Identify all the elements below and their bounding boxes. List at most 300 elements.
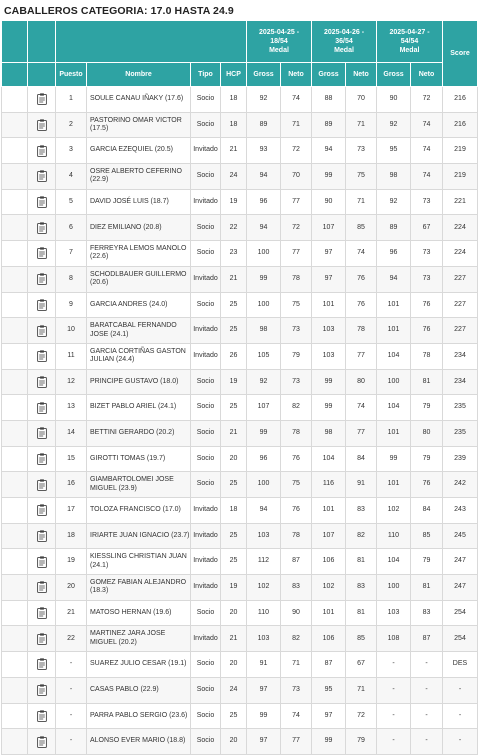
cell-tipo: Socio: [191, 420, 221, 446]
cell-r3-neto: -: [411, 677, 443, 703]
cell-hcp: 20: [221, 729, 247, 755]
cell-hcp: 25: [221, 395, 247, 421]
header-round-2: [312, 21, 377, 63]
cell-hcp: 25: [221, 292, 247, 318]
cell-r2-neto: 76: [346, 292, 377, 318]
cell-r3-neto: 83: [411, 600, 443, 626]
cell-r3-gross: 101: [377, 318, 411, 344]
round-2-holes: 36/54: [335, 38, 353, 45]
round-1-format: Medal: [269, 47, 289, 54]
cell-scorecard[interactable]: [28, 215, 56, 241]
cell-score: 235: [443, 395, 478, 421]
cell-tipo: Invitado: [191, 549, 221, 575]
table-row: [2, 446, 478, 472]
header-r3-neto: Neto: [411, 63, 443, 87]
cell-tipo: Invitado: [191, 575, 221, 601]
cell-tipo: Invitado: [191, 138, 221, 164]
cell-nombre: SCHODLBAUER GUILLERMO (20.6): [87, 266, 191, 292]
scorecard-clipboard-icon[interactable]: [37, 610, 47, 617]
cell-blank: [2, 575, 28, 601]
cell-r2-gross: 106: [312, 626, 346, 652]
scorecard-clipboard-icon[interactable]: [37, 507, 47, 514]
cell-scorecard[interactable]: [28, 446, 56, 472]
cell-nombre: IRIARTE JUAN IGNACIO (23.7): [87, 523, 191, 549]
cell-r1-gross: 112: [247, 549, 281, 575]
header-blank-1: [2, 21, 28, 63]
cell-puesto: 19: [56, 549, 87, 575]
cell-r2-gross: 106: [312, 549, 346, 575]
header-r2-neto: Neto: [346, 63, 377, 87]
cell-r3-gross: 89: [377, 215, 411, 241]
cell-scorecard[interactable]: [28, 395, 56, 421]
table-row: [2, 292, 478, 318]
cell-score: DES: [443, 652, 478, 678]
cell-r2-neto: 70: [346, 87, 377, 113]
scorecard-clipboard-icon[interactable]: [37, 687, 47, 694]
cell-r1-neto: 73: [281, 677, 312, 703]
cell-r1-neto: 90: [281, 600, 312, 626]
cell-hcp: 18: [221, 112, 247, 138]
scorecard-clipboard-icon[interactable]: [37, 430, 47, 437]
cell-scorecard[interactable]: [28, 703, 56, 729]
scorecard-clipboard-icon[interactable]: [37, 353, 47, 360]
cell-score: 242: [443, 472, 478, 498]
scorecard-clipboard-icon[interactable]: [37, 559, 47, 566]
scorecard-clipboard-icon[interactable]: [37, 276, 47, 283]
cell-r2-gross: 99: [312, 164, 346, 190]
cell-r1-neto: 82: [281, 626, 312, 652]
cell-nombre: BETTINI GERARDO (20.2): [87, 420, 191, 446]
header-blank-2: [28, 21, 56, 63]
cell-scorecard[interactable]: [28, 318, 56, 344]
cell-tipo: Socio: [191, 292, 221, 318]
cell-r1-neto: 77: [281, 729, 312, 755]
cell-r1-neto: 72: [281, 215, 312, 241]
cell-score: 247: [443, 575, 478, 601]
scorecard-clipboard-icon[interactable]: [37, 584, 47, 591]
cell-r3-neto: 84: [411, 498, 443, 524]
cell-score: 224: [443, 215, 478, 241]
cell-r3-neto: 73: [411, 189, 443, 215]
cell-r1-gross: 103: [247, 626, 281, 652]
cell-nombre: DIEZ EMILIANO (20.8): [87, 215, 191, 241]
cell-hcp: 21: [221, 266, 247, 292]
cell-score: 216: [443, 87, 478, 113]
cell-blank: [2, 241, 28, 267]
cell-r1-neto: 73: [281, 318, 312, 344]
cell-r2-gross: 99: [312, 395, 346, 421]
cell-r3-neto: 74: [411, 138, 443, 164]
results-body: [2, 87, 478, 755]
cell-r2-neto: 85: [346, 626, 377, 652]
header-blank-5: [28, 63, 56, 87]
cell-r2-gross: 89: [312, 112, 346, 138]
cell-nombre: MARTINEZ JARA JOSE MIGUEL (20.2): [87, 626, 191, 652]
cell-scorecard[interactable]: [28, 472, 56, 498]
cell-scorecard[interactable]: [28, 498, 56, 524]
cell-puesto: 9: [56, 292, 87, 318]
cell-r3-neto: 79: [411, 446, 443, 472]
cell-scorecard[interactable]: [28, 292, 56, 318]
scorecard-clipboard-icon[interactable]: [37, 379, 47, 386]
cell-r2-neto: 71: [346, 112, 377, 138]
scorecard-clipboard-icon[interactable]: [37, 482, 47, 489]
cell-r1-neto: 74: [281, 703, 312, 729]
cell-scorecard[interactable]: [28, 164, 56, 190]
cell-r1-gross: 103: [247, 523, 281, 549]
cell-hcp: 20: [221, 652, 247, 678]
header-nombre: Nombre: [87, 63, 191, 87]
cell-score: 224: [443, 241, 478, 267]
scorecard-clipboard-icon[interactable]: [37, 302, 47, 309]
table-row: [2, 87, 478, 113]
cell-puesto: 16: [56, 472, 87, 498]
cell-nombre: GIROTTI TOMAS (19.7): [87, 446, 191, 472]
cell-r3-neto: -: [411, 703, 443, 729]
cell-scorecard[interactable]: [28, 241, 56, 267]
cell-r1-gross: 92: [247, 87, 281, 113]
cell-r2-gross: 107: [312, 215, 346, 241]
cell-score: 247: [443, 549, 478, 575]
cell-nombre: GOMEZ FABIAN ALEJANDRO (18.3): [87, 575, 191, 601]
cell-tipo: Invitado: [191, 189, 221, 215]
cell-scorecard[interactable]: [28, 369, 56, 395]
header-blank-3: [56, 21, 247, 63]
table-row: [2, 600, 478, 626]
cell-puesto: 8: [56, 266, 87, 292]
table-row: [2, 523, 478, 549]
cell-tipo: Invitado: [191, 266, 221, 292]
cell-r1-neto: 76: [281, 446, 312, 472]
scorecard-clipboard-icon[interactable]: [37, 225, 47, 232]
cell-tipo: Invitado: [191, 318, 221, 344]
cell-puesto: 18: [56, 523, 87, 549]
scorecard-clipboard-icon[interactable]: [37, 96, 47, 103]
cell-r3-neto: 85: [411, 523, 443, 549]
cell-tipo: Socio: [191, 215, 221, 241]
cell-scorecard[interactable]: [28, 575, 56, 601]
table-row: [2, 343, 478, 369]
scorecard-clipboard-icon[interactable]: [37, 173, 47, 180]
round-3-date: 2025-04-27 -: [389, 29, 430, 36]
cell-blank: [2, 626, 28, 652]
cell-hcp: 20: [221, 446, 247, 472]
cell-r1-neto: 76: [281, 498, 312, 524]
cell-r2-gross: 99: [312, 369, 346, 395]
cell-r3-neto: 81: [411, 369, 443, 395]
cell-tipo: Invitado: [191, 498, 221, 524]
cell-r2-neto: 82: [346, 523, 377, 549]
cell-puesto: 21: [56, 600, 87, 626]
cell-r2-gross: 107: [312, 523, 346, 549]
cell-r2-gross: 116: [312, 472, 346, 498]
cell-nombre: MATOSO HERNAN (19.6): [87, 600, 191, 626]
cell-r3-neto: 81: [411, 575, 443, 601]
cell-score: -: [443, 677, 478, 703]
cell-score: 219: [443, 138, 478, 164]
cell-r1-neto: 78: [281, 420, 312, 446]
cell-r2-neto: 81: [346, 600, 377, 626]
cell-scorecard[interactable]: [28, 729, 56, 755]
cell-scorecard[interactable]: [28, 600, 56, 626]
cell-scorecard[interactable]: [28, 87, 56, 113]
cell-r2-gross: 94: [312, 138, 346, 164]
cell-scorecard[interactable]: [28, 112, 56, 138]
cell-puesto: -: [56, 677, 87, 703]
cell-tipo: Invitado: [191, 343, 221, 369]
cell-r2-neto: 79: [346, 729, 377, 755]
cell-blank: [2, 369, 28, 395]
cell-scorecard[interactable]: [28, 523, 56, 549]
cell-nombre: CASAS PABLO (22.9): [87, 677, 191, 703]
cell-r2-neto: 71: [346, 189, 377, 215]
cell-r3-gross: 98: [377, 164, 411, 190]
cell-r3-neto: 79: [411, 549, 443, 575]
header-puesto: Puesto: [56, 63, 87, 87]
cell-nombre: PARRA PABLO SERGIO (23.6): [87, 703, 191, 729]
scorecard-clipboard-icon[interactable]: [37, 404, 47, 411]
cell-tipo: Invitado: [191, 626, 221, 652]
cell-blank: [2, 523, 28, 549]
round-2-date: 2025-04-26 -: [323, 29, 365, 36]
cell-r2-gross: 97: [312, 241, 346, 267]
cell-r3-neto: 76: [411, 292, 443, 318]
cell-r1-neto: 75: [281, 472, 312, 498]
cell-puesto: 4: [56, 164, 87, 190]
cell-r1-neto: 74: [281, 87, 312, 113]
scorecard-clipboard-icon[interactable]: [37, 713, 47, 720]
cell-puesto: 6: [56, 215, 87, 241]
header-hcp: HCP: [221, 63, 247, 87]
cell-r3-gross: 101: [377, 420, 411, 446]
cell-hcp: 25: [221, 523, 247, 549]
cell-r2-gross: 101: [312, 498, 346, 524]
scorecard-clipboard-icon[interactable]: [37, 148, 47, 155]
cell-r2-neto: 81: [346, 549, 377, 575]
cell-scorecard[interactable]: [28, 420, 56, 446]
cell-r1-gross: 110: [247, 600, 281, 626]
cell-r3-neto: 80: [411, 420, 443, 446]
table-row: [2, 652, 478, 678]
cell-r3-gross: 90: [377, 87, 411, 113]
cell-r3-gross: 102: [377, 498, 411, 524]
cell-r1-neto: 71: [281, 112, 312, 138]
cell-r1-gross: 100: [247, 241, 281, 267]
cell-nombre: ALONSO EVER MARIO (18.8): [87, 729, 191, 755]
cell-r2-gross: 87: [312, 652, 346, 678]
cell-r1-gross: 94: [247, 498, 281, 524]
round-3-holes: 54/54: [400, 38, 419, 45]
cell-r1-gross: 99: [247, 703, 281, 729]
cell-r2-neto: 77: [346, 343, 377, 369]
cell-r3-gross: 108: [377, 626, 411, 652]
cell-nombre: SUAREZ JULIO CESAR (19.1): [87, 652, 191, 678]
cell-tipo: Socio: [191, 395, 221, 421]
cell-r1-gross: 107: [247, 395, 281, 421]
cell-r2-gross: 97: [312, 703, 346, 729]
cell-r1-neto: 77: [281, 241, 312, 267]
cell-r2-neto: 73: [346, 138, 377, 164]
cell-r2-neto: 78: [346, 318, 377, 344]
table-row: [2, 112, 478, 138]
cell-hcp: 22: [221, 215, 247, 241]
table-row: [2, 369, 478, 395]
cell-nombre: SOULE CANAU IÑAKY (17.6): [87, 87, 191, 113]
cell-r1-gross: 99: [247, 266, 281, 292]
cell-puesto: 7: [56, 241, 87, 267]
cell-blank: [2, 677, 28, 703]
cell-nombre: PRINCIPE GUSTAVO (18.0): [87, 369, 191, 395]
cell-score: 254: [443, 626, 478, 652]
cell-puesto: 3: [56, 138, 87, 164]
cell-scorecard[interactable]: [28, 343, 56, 369]
scorecard-clipboard-icon[interactable]: [37, 661, 47, 668]
cell-score: 227: [443, 318, 478, 344]
table-row: [2, 729, 478, 755]
cell-tipo: Socio: [191, 600, 221, 626]
table-row: [2, 472, 478, 498]
cell-blank: [2, 112, 28, 138]
cell-r2-gross: 95: [312, 677, 346, 703]
cell-tipo: Socio: [191, 446, 221, 472]
cell-hcp: 18: [221, 87, 247, 113]
cell-r2-neto: 83: [346, 575, 377, 601]
cell-r3-neto: 79: [411, 395, 443, 421]
scorecard-clipboard-icon[interactable]: [37, 456, 47, 463]
cell-puesto: -: [56, 729, 87, 755]
cell-r1-neto: 71: [281, 652, 312, 678]
cell-puesto: -: [56, 703, 87, 729]
cell-r2-neto: 80: [346, 369, 377, 395]
cell-r2-gross: 103: [312, 318, 346, 344]
cell-hcp: 24: [221, 164, 247, 190]
scorecard-clipboard-icon[interactable]: [37, 738, 47, 745]
cell-tipo: Socio: [191, 164, 221, 190]
cell-scorecard[interactable]: [28, 626, 56, 652]
cell-r2-neto: 71: [346, 677, 377, 703]
cell-r3-gross: 103: [377, 600, 411, 626]
cell-hcp: 21: [221, 138, 247, 164]
cell-r1-gross: 96: [247, 446, 281, 472]
cell-hcp: 25: [221, 318, 247, 344]
cell-tipo: Socio: [191, 369, 221, 395]
cell-r1-neto: 78: [281, 266, 312, 292]
scorecard-clipboard-icon[interactable]: [37, 533, 47, 540]
round-1-holes: 18/54: [270, 38, 288, 45]
cell-blank: [2, 729, 28, 755]
cell-scorecard[interactable]: [28, 549, 56, 575]
table-row: [2, 626, 478, 652]
cell-r1-gross: 102: [247, 575, 281, 601]
cell-blank: [2, 498, 28, 524]
scorecard-clipboard-icon[interactable]: [37, 250, 47, 257]
cell-r2-neto: 84: [346, 446, 377, 472]
cell-score: 216: [443, 112, 478, 138]
cell-r1-gross: 94: [247, 164, 281, 190]
cell-r3-gross: 96: [377, 241, 411, 267]
table-row: [2, 164, 478, 190]
cell-blank: [2, 138, 28, 164]
scorecard-clipboard-icon[interactable]: [37, 199, 47, 206]
cell-r1-gross: 105: [247, 343, 281, 369]
cell-puesto: -: [56, 652, 87, 678]
cell-puesto: 22: [56, 626, 87, 652]
cell-tipo: Socio: [191, 652, 221, 678]
cell-r2-gross: 88: [312, 87, 346, 113]
cell-r3-gross: 104: [377, 549, 411, 575]
cell-nombre: DAVID JOSÉ LUIS (18.7): [87, 189, 191, 215]
cell-puesto: 5: [56, 189, 87, 215]
cell-r3-gross: 101: [377, 472, 411, 498]
header-round-3: [377, 21, 443, 63]
cell-scorecard[interactable]: [28, 266, 56, 292]
cell-hcp: 25: [221, 549, 247, 575]
cell-r3-neto: 76: [411, 472, 443, 498]
cell-puesto: 11: [56, 343, 87, 369]
table-row: [2, 677, 478, 703]
cell-r2-gross: 97: [312, 266, 346, 292]
cell-tipo: Socio: [191, 703, 221, 729]
table-row: [2, 395, 478, 421]
cell-blank: [2, 446, 28, 472]
cell-r3-gross: -: [377, 652, 411, 678]
cell-r3-gross: 100: [377, 369, 411, 395]
round-1-date: 2025-04-25 -: [258, 29, 300, 36]
cell-tipo: Invitado: [191, 523, 221, 549]
cell-hcp: 19: [221, 189, 247, 215]
cell-scorecard[interactable]: [28, 652, 56, 678]
scorecard-clipboard-icon[interactable]: [37, 636, 47, 643]
cell-r2-gross: 99: [312, 729, 346, 755]
cell-r1-gross: 92: [247, 369, 281, 395]
cell-r1-neto: 70: [281, 164, 312, 190]
cell-hcp: 19: [221, 575, 247, 601]
cell-blank: [2, 318, 28, 344]
cell-tipo: Socio: [191, 472, 221, 498]
table-row: [2, 318, 478, 344]
cell-r2-neto: 91: [346, 472, 377, 498]
cell-r2-neto: 67: [346, 652, 377, 678]
cell-nombre: KIESSLING CHRISTIAN JUAN (24.1): [87, 549, 191, 575]
cell-hcp: 18: [221, 498, 247, 524]
header-blank-4: [2, 63, 28, 87]
cell-nombre: GARCIA CORTIÑAS GASTON JULIAN (24.4): [87, 343, 191, 369]
cell-score: 245: [443, 523, 478, 549]
cell-blank: [2, 266, 28, 292]
cell-r1-neto: 75: [281, 292, 312, 318]
cell-r3-neto: 87: [411, 626, 443, 652]
cell-r1-gross: 99: [247, 420, 281, 446]
cell-r1-neto: 77: [281, 189, 312, 215]
cell-scorecard[interactable]: [28, 189, 56, 215]
cell-scorecard[interactable]: [28, 677, 56, 703]
table-row: [2, 241, 478, 267]
cell-hcp: 24: [221, 677, 247, 703]
cell-r2-neto: 72: [346, 703, 377, 729]
results-table: [1, 20, 478, 755]
table-row: [2, 549, 478, 575]
cell-scorecard[interactable]: [28, 138, 56, 164]
cell-r1-gross: 97: [247, 729, 281, 755]
scorecard-clipboard-icon[interactable]: [37, 327, 47, 334]
scorecard-clipboard-icon[interactable]: [37, 122, 47, 129]
cell-r3-gross: 92: [377, 112, 411, 138]
cell-score: 235: [443, 420, 478, 446]
cell-r3-neto: 67: [411, 215, 443, 241]
cell-r1-neto: 79: [281, 343, 312, 369]
cell-blank: [2, 600, 28, 626]
cell-blank: [2, 472, 28, 498]
